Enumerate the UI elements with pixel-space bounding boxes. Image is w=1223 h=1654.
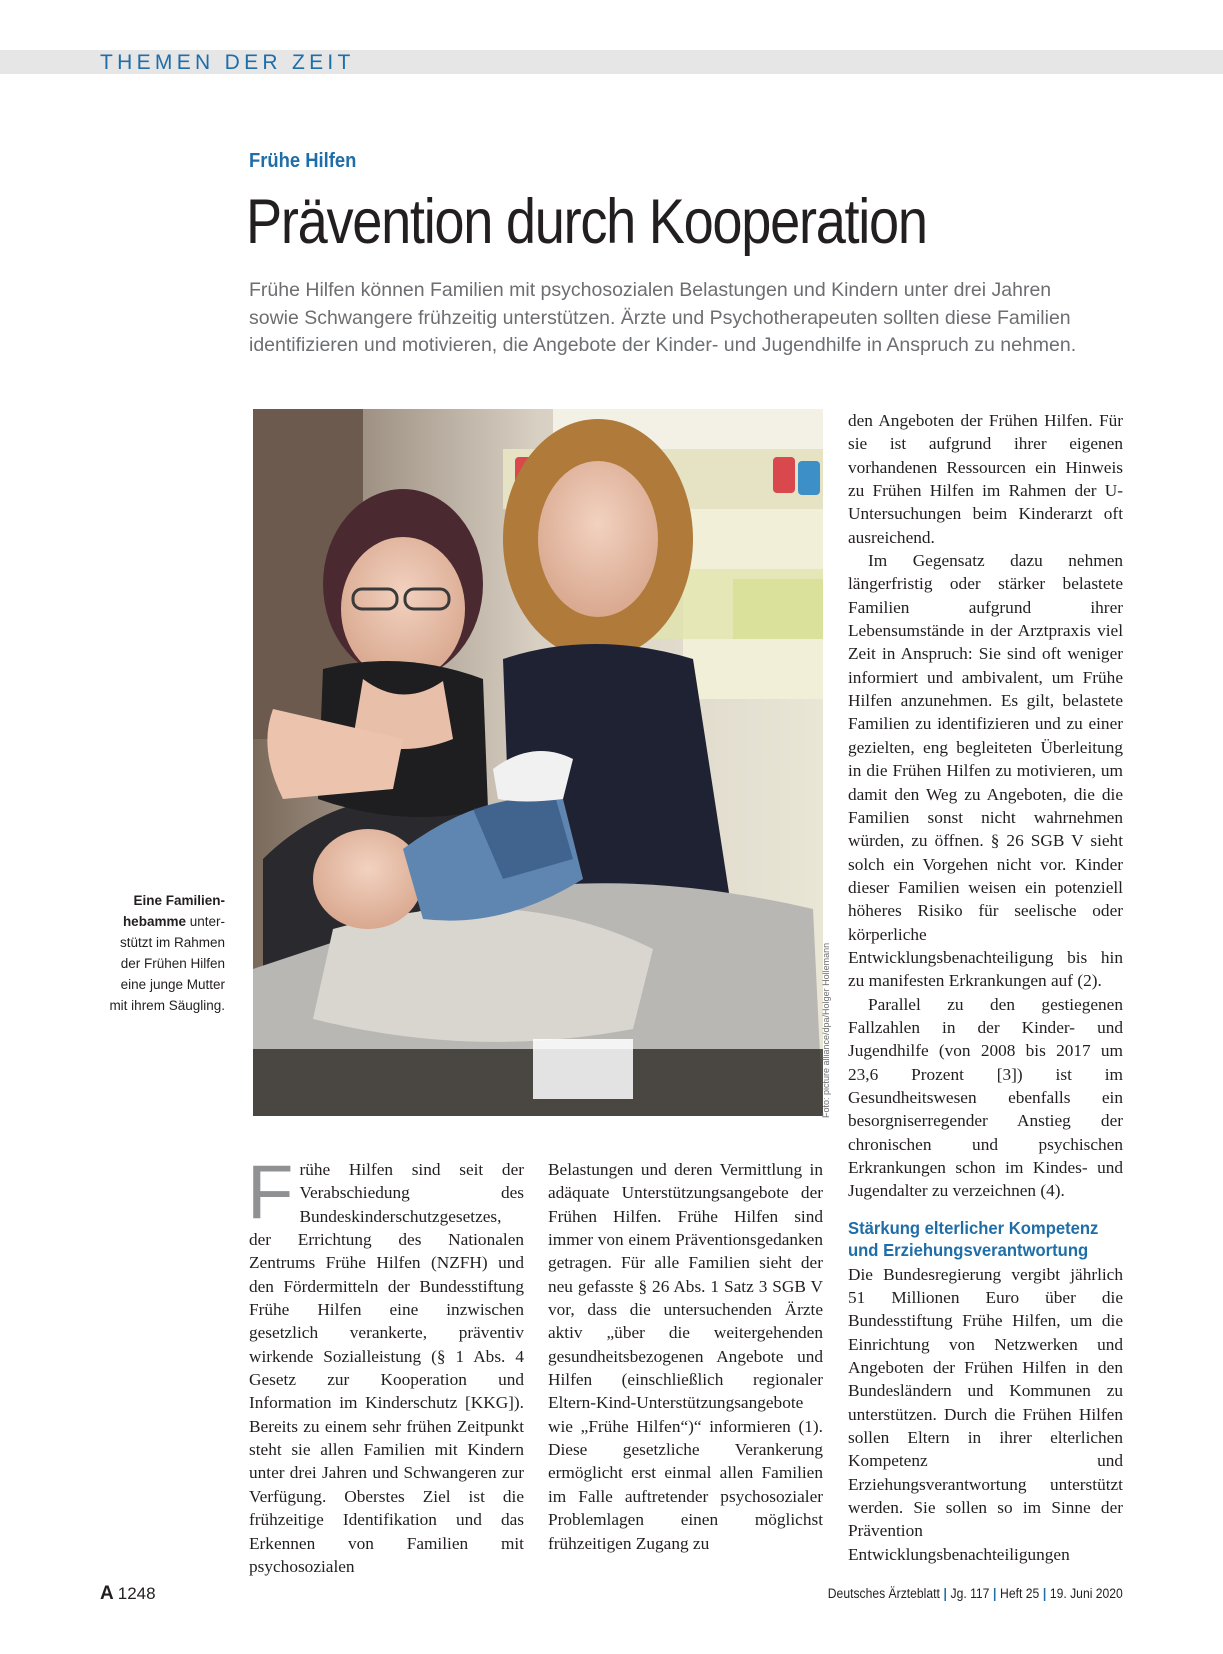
photo-caption: Eine Familien- hebamme unter- stützt im Rahmen der Frühen Hilfen eine junge Mutter mit ihrem Säugling.	[92, 890, 225, 1016]
text-column-1	[247, 1150, 524, 1578]
body-paragraph: Die Bundesregierung vergibt jährlich 51 Millionen Euro über die Bundesstiftung Frühe Hilfen, um die Einrichtung von Netzwerken und Angeboten der Frühen Hilfen in den Bundesländern und Kommunen zu unterstützen. Durch die Frühen Hilfen sollen Eltern in ihrer elterlichen Kompetenz und Erziehungsverantwortung unterstützt werden. Sie sollen so im Sinne der Prävention Entwicklungsbenachteiligungen	[848, 1264, 1123, 1564]
journal-name: Deutsches Ärzteblatt	[827, 1586, 941, 1601]
drop-cap: F	[247, 1150, 294, 1235]
caption-bold: hebamme	[122, 914, 186, 929]
caption-line: der Frühen Hilfen	[120, 956, 225, 971]
journal-date: 19. Juni 2020	[1050, 1586, 1123, 1601]
body-text: Belastungen und deren Vermittlung in adäquate Unterstützungsangebote der Frühen Hilfen. Frühe Hilfen sind immer von einem Präventionsgedanken getragen. Für alle Familien sieht der neu gefasste § 26 Abs. 1 Satz 3 SGB V vor, dass die untersuchenden Ärzte aktiv „über die weitergehenden gesundheitsbezogenen Angebote und Hilfen (einschließlich regionaler Eltern-Kind-Unterstützungsangebote wie „Frühe Hilfen“)“ informieren (1). Diese gesetzliche Verankerung ermöglicht erst einmal allen Familien im Falle auftretender psychosozialer Problemlagen einen möglichst frühzeitigen Zugang zu	[548, 1160, 823, 1553]
lead-line: Frühe Hilfen können Familien mit psychosozialen Belastungen und Kindern unter drei Jahren	[249, 279, 1052, 301]
body-paragraph: Im Gegensatz dazu nehmen längerfristig oder stärker belastete Familien aufgrund ihrer Lebensumstände in der Arztpraxis viel Zeit in Anspruch: Sie sind oft weniger informiert und ambivalent, um Frühe Hilfen anzunehmen. Es gilt, belastete Familien zu identifizieren und zu einer gezielten, eng begleiteten Überleitung in die Frühen Hilfen zu motivieren, um damit den Weg zu Angeboten, die die Familien sonst nicht wahrnehmen würden, zu öffnen. § 26 SGB V sieht solch ein Vorgehen nicht vor. Kinder dieser Familien weisen ein potenziell höheres Risiko für seelische oder körperliche Entwicklungsbenachteiligung bis hin zu manifesten Erkrankungen auf (2).	[848, 551, 1123, 991]
photo-illustration	[253, 409, 823, 1116]
article-title: Prävention durch Kooperation	[246, 187, 927, 257]
text-column-3	[848, 409, 1123, 1566]
article-lead	[249, 277, 1179, 360]
section-label: THEMEN DER ZEIT	[100, 51, 355, 74]
journal-volume: Jg. 117	[950, 1586, 990, 1601]
body-text: rühe Hilfen sind seit der Verabschiedung des Bundeskinderschutzgesetzes, der Errichtung des Nationalen Zentrums Frühe Hilfen (NZFH) und den Fördermitteln der Bundesstiftung Frühe Hilfen eine inzwischen gesetzlich verankerte, präventiv wirkende Sozialleistung (§ 1 Abs. 4 Gesetz zur Kooperation und Information im Kinderschutz [KKG]). Bereits zu einem sehr frühen Zeitpunkt steht sie allen Familien mit Kindern unter drei Jahren und Schwangeren zur Verfügung. Oberstes Ziel ist die frühzeitige Identifikation und das Erkennen von Familien mit psychosozialen	[249, 1160, 524, 1576]
article-photo	[253, 409, 823, 1116]
caption-line: eine junge Mutter	[120, 977, 225, 992]
page-number: A 1248	[100, 1583, 156, 1604]
body-paragraph: Parallel zu den gestiegenen Fallzahlen in der Kinder- und Jugendhilfe (von 2008 bis 2017 um 23,6 Prozent [3]) ist im Gesundheitswesen ebenfalls ein besorgniserregender Anstieg der chronischen und psychischen Erkrankungen schon im Kindes- und Jugendalter zu verzeichnen (4).	[848, 994, 1123, 1201]
text-column-2	[548, 1158, 823, 1555]
caption-bold: Eine Familien-	[133, 893, 225, 908]
article-kicker: Frühe Hilfen	[249, 150, 357, 172]
body-paragraph: den Angeboten der Frühen Hilfen. Für sie ist aufgrund ihrer eigenen vorhandenen Ressourcen ein Hinweis zu Frühen Hilfen im Rahmen der U-Untersuchungen beim Kinderarzt oft ausreichend.	[848, 411, 1123, 547]
lead-line: sowie Schwangere frühzeitig unterstützen. Ärzte und Psychotherapeuten sollten diese Familien	[249, 306, 1071, 329]
subheading: Stärkung elterlicher Kompetenz und Erziehungsverantwortung	[848, 1217, 1099, 1260]
journal-issue: Heft 25	[1000, 1586, 1040, 1601]
journal-info: Deutsches Ärzteblatt | Jg. 117 | Heft 25 | 19. Juni 2020	[827, 1586, 1123, 1601]
caption-line: stützt im Rahmen	[119, 935, 225, 950]
caption-line: mit ihrem Säugling.	[109, 998, 225, 1013]
lead-line: identifizieren und motivieren, die Angebote der Kinder- und Jugendhilfe in Anspruch zu nehmen.	[249, 334, 1077, 356]
